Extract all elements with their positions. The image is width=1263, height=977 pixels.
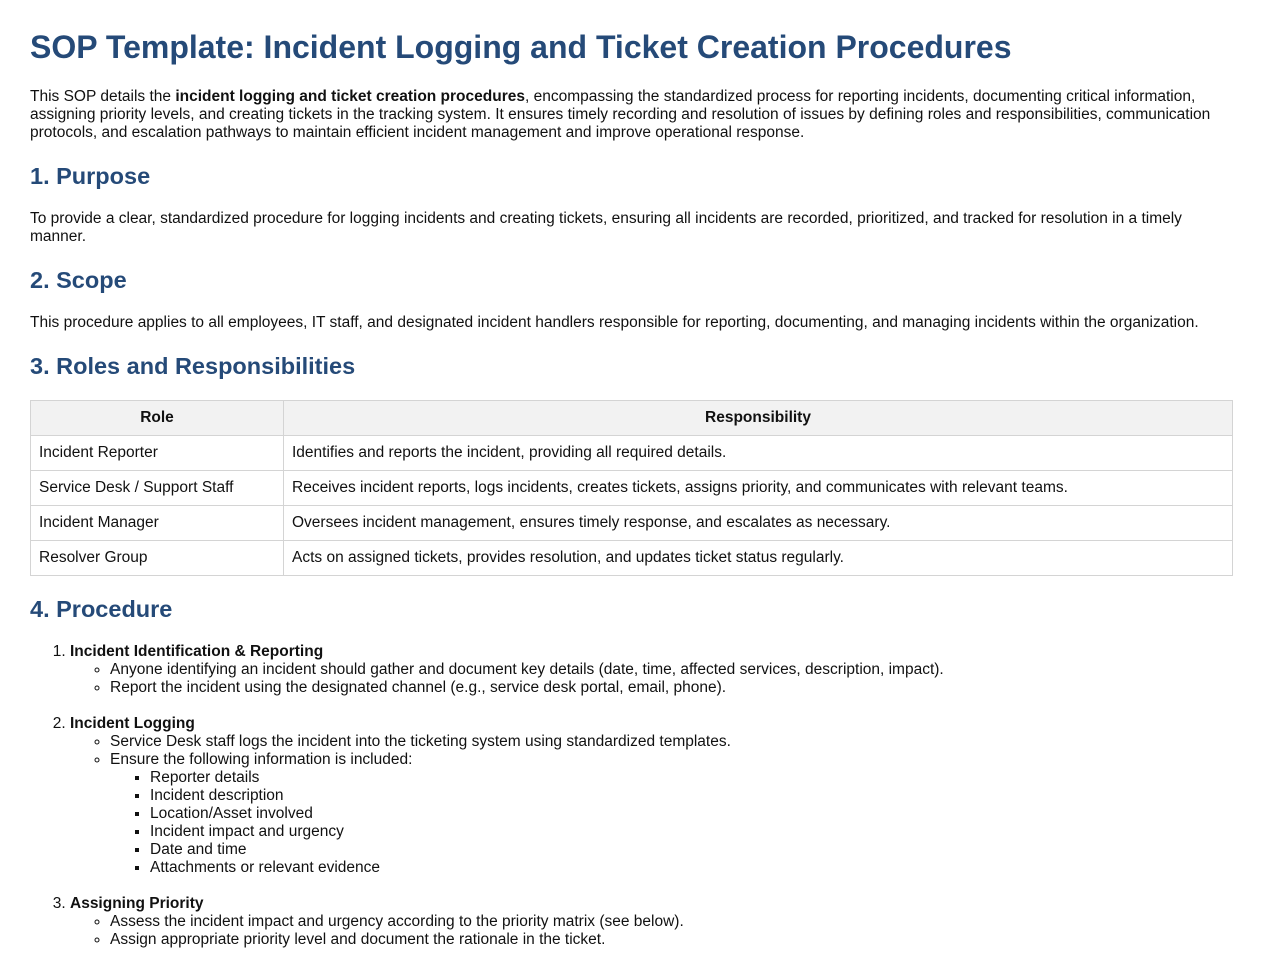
scope-heading: 2. Scope — [30, 267, 127, 293]
list-item: ◦ Assign appropriate priority level and document the rationale in the ticket. — [110, 931, 1233, 949]
procedure-heading: 4. Procedure — [30, 596, 173, 622]
purpose-text: To provide a clear, standardized procedure for logging incidents and creating tickets, ensuring all incidents are recorded, prioritized, and tracked for resolution in a timely manner. — [30, 210, 1182, 245]
intro-text-start: This SOP details the — [30, 88, 176, 105]
responsibility-cell: Identifies and reports the incident, providing all required details. — [284, 436, 1233, 471]
column-header-responsibility: Responsibility — [284, 401, 1233, 436]
page-title: SOP Template: Incident Logging and Ticket Creation Procedures — [30, 29, 1012, 65]
list-subitem: ▪ Incident description — [150, 787, 1233, 805]
step-title: Incident Identification & Reporting — [70, 643, 324, 660]
roles-heading: 3. Roles and Responsibilities — [30, 353, 356, 379]
responsibility-cell: Oversees incident management, ensures timely response, and escalates as necessary. — [284, 506, 1233, 541]
list-item-text: Ensure the following information is included: — [110, 751, 413, 768]
role-cell: Incident Reporter — [31, 436, 284, 471]
step-items — [70, 661, 1233, 697]
roles-table — [30, 400, 1233, 576]
responsibility-cell: Acts on assigned tickets, provides resolution, and updates ticket status regularly. — [284, 541, 1233, 576]
list-subitem: ▪ Date and time — [150, 841, 1233, 859]
list-item: ◦ Report the incident using the designated channel (e.g., service desk portal, email, phone). — [110, 679, 1233, 697]
purpose-heading: 1. Purpose — [30, 163, 151, 189]
step-items — [70, 913, 1233, 949]
table-row — [31, 471, 1233, 506]
list-subitem: ▪ Attachments or relevant evidence — [150, 859, 1233, 877]
intro-paragraph — [30, 88, 1233, 142]
list-subitem: ▪ Location/Asset involved — [150, 805, 1233, 823]
intro-text-bold: incident logging and ticket creation procedures — [175, 88, 525, 105]
procedure-step — [70, 643, 1233, 697]
role-cell: Service Desk / Support Staff — [31, 471, 284, 506]
step-title: Assigning Priority — [70, 895, 204, 912]
list-item: ◦ Assess the incident impact and urgency according to the priority matrix (see below). — [110, 913, 1233, 931]
list-item: ◦ Service Desk staff logs the incident into the ticketing system using standardized templates. — [110, 733, 1233, 751]
intro-text-end: , encompassing the standardized process for reporting incidents, documenting critical information, assigning priority levels, and creating tickets in the tracking system. It ensures timely recording and resolution of issues by defining roles and responsibilities, communication protocols, and escalation pathways to maintain efficient incident management and improve operational response. — [30, 88, 1211, 141]
table-header-row — [31, 401, 1233, 436]
step-items — [70, 733, 1233, 877]
list-subitem: ▪ Reporter details — [150, 769, 1233, 787]
step-title: Incident Logging — [70, 715, 195, 732]
scope-text: This procedure applies to all employees, IT staff, and designated incident handlers responsible for reporting, documenting, and managing incidents within the organization. — [30, 314, 1199, 331]
responsibility-cell: Receives incident reports, logs incidents, creates tickets, assigns priority, and communicates with relevant teams. — [284, 471, 1233, 506]
table-row — [31, 541, 1233, 576]
role-cell: Resolver Group — [31, 541, 284, 576]
list-item: ◦ Anyone identifying an incident should gather and document key details (date, time, affected services, description, impact). — [110, 661, 1233, 679]
required-info-list — [110, 769, 1233, 877]
list-item — [110, 751, 1233, 877]
table-row — [31, 436, 1233, 471]
procedure-step — [70, 715, 1233, 877]
list-subitem: ▪ Incident impact and urgency — [150, 823, 1233, 841]
table-row — [31, 506, 1233, 541]
role-cell: Incident Manager — [31, 506, 284, 541]
column-header-role: Role — [31, 401, 284, 436]
procedure-step — [70, 895, 1233, 949]
procedure-steps — [30, 643, 1233, 949]
